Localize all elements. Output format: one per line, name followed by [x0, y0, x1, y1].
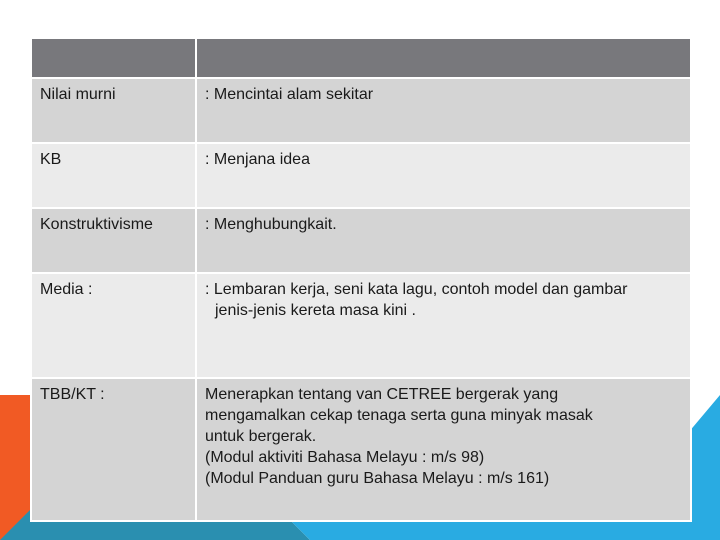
row-label-text: TBB/KT : — [40, 386, 105, 403]
header-cell-1 — [31, 38, 196, 78]
table-row — [31, 273, 691, 378]
table-row — [31, 78, 691, 143]
row-value-line: jenis-jenis kereta masa kini . — [215, 302, 416, 319]
row-value-line: : Mencintai alam sekitar — [205, 86, 374, 103]
info-table — [30, 37, 692, 522]
row-label-text: KB — [40, 151, 62, 168]
row-value-line: Menerapkan tentang van CETREE bergerak yang — [205, 386, 559, 403]
row-label-text: Media : — [40, 281, 93, 298]
table-row — [31, 143, 691, 208]
header-cell-2 — [196, 38, 691, 78]
row-value-line: (Modul aktiviti Bahasa Melayu : m/s 98) — [205, 449, 485, 466]
row-value — [196, 273, 691, 378]
row-value-line: : Menjana idea — [205, 151, 310, 168]
row-label-text: Nilai murni — [40, 86, 116, 103]
row-label — [31, 143, 196, 208]
row-value-line: : Lembaran kerja, seni kata lagu, contoh model dan gambar — [205, 281, 628, 298]
row-label — [31, 273, 196, 378]
row-value — [196, 78, 691, 143]
row-label — [31, 378, 196, 521]
table-header-row — [31, 38, 691, 78]
table-row — [31, 208, 691, 273]
row-label — [31, 208, 196, 273]
row-value — [196, 378, 691, 521]
row-label-text: Konstruktivisme — [40, 216, 153, 233]
row-value — [196, 143, 691, 208]
table-row — [31, 378, 691, 521]
row-value-line: mengamalkan cekap tenaga serta guna minyak masak — [205, 407, 593, 424]
row-label — [31, 78, 196, 143]
row-value-line: untuk bergerak. — [205, 428, 317, 445]
row-value-line: (Modul Panduan guru Bahasa Melayu : m/s 161) — [205, 470, 550, 487]
info-table-container — [30, 37, 690, 522]
row-value-line: : Menghubungkait. — [205, 216, 337, 233]
row-value — [196, 208, 691, 273]
